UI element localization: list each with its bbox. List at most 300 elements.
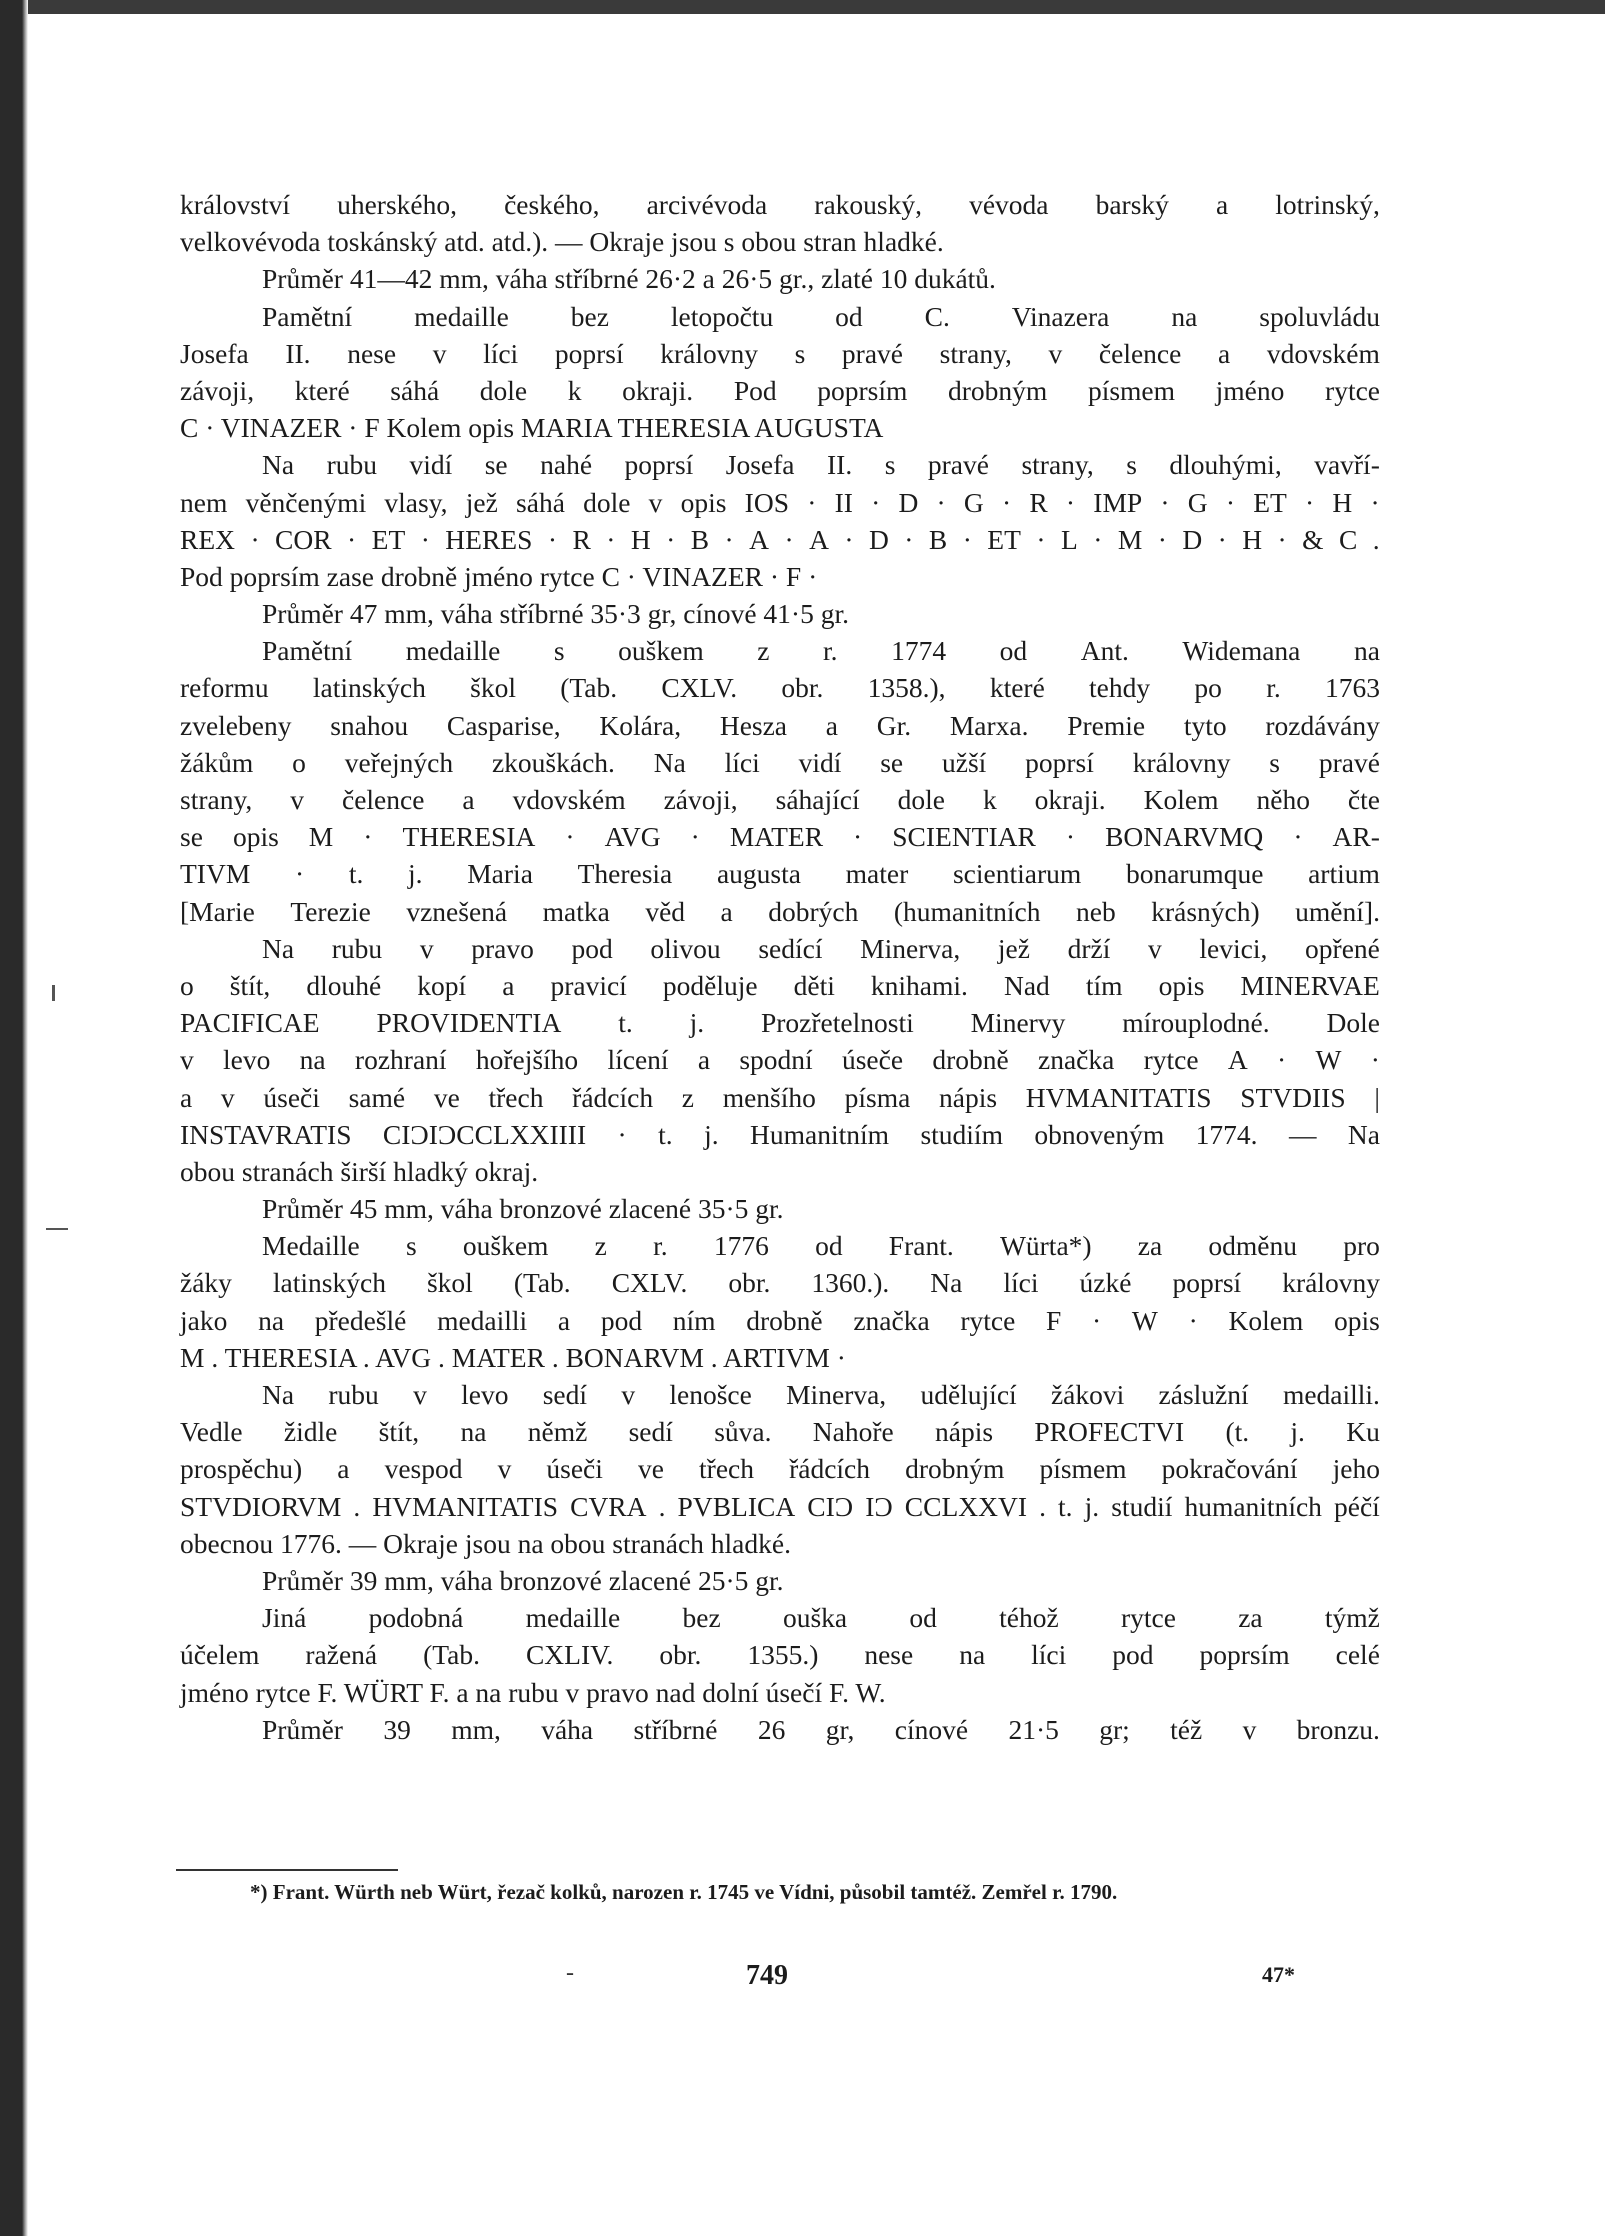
word: písmem: [1039, 1453, 1127, 1485]
word: rakouský,: [814, 189, 922, 220]
word: němž: [527, 1416, 588, 1448]
word: poprsím: [1199, 1639, 1290, 1671]
word: úseči: [263, 1081, 320, 1113]
word: II.: [827, 449, 853, 481]
text-line: [180, 669, 1380, 706]
footnote: *) Frant. Würth neb Würt, řezač kolků, narozen r. 1745 ve Vídni, působil tamtéž. Zemřel r. 1790.: [250, 1880, 1118, 1904]
word: kopí: [417, 969, 467, 1001]
word: rytce: [1143, 1044, 1199, 1076]
word: s: [1126, 449, 1137, 481]
text-line: Průměr 45 mm, váha bronzové zlacené 35·5 gr.: [262, 1193, 784, 1225]
word: Na: [930, 1267, 963, 1299]
word: se: [180, 821, 203, 853]
word: udělující: [920, 1379, 1017, 1410]
word: cínové: [894, 1713, 969, 1745]
word: dobrých: [768, 895, 859, 927]
word: PROFECTVI: [1034, 1416, 1185, 1448]
word: t.: [1058, 1490, 1073, 1522]
text-line: [180, 1711, 1380, 1748]
word: hořejšího: [475, 1044, 579, 1076]
word: A: [749, 523, 770, 555]
word: a: [825, 709, 838, 741]
word: drobným: [948, 374, 1048, 406]
word: k: [982, 784, 997, 815]
word: ·: [853, 821, 863, 853]
word: rytce: [960, 1304, 1016, 1336]
word: R: [572, 523, 591, 555]
body-text: [180, 186, 1380, 1748]
word: Jiná: [262, 1602, 307, 1634]
word: 1774: [891, 635, 947, 667]
word: D: [898, 486, 919, 518]
word: CXLV.: [661, 672, 738, 704]
word: Kolára,: [599, 709, 682, 741]
text-line: [180, 372, 1380, 409]
word: Maria: [467, 858, 533, 890]
word: j.: [1290, 1416, 1305, 1448]
word: vlasy,: [384, 486, 448, 518]
word: v: [1048, 337, 1063, 369]
word: W: [1315, 1044, 1342, 1076]
word: .: [353, 1490, 361, 1522]
word: ·: [844, 523, 854, 555]
word: bez: [682, 1602, 721, 1634]
text-line: [180, 521, 1380, 558]
word: Terezie: [290, 895, 371, 927]
word: opis: [1158, 969, 1205, 1001]
word: 39: [383, 1713, 411, 1745]
word: úseče: [841, 1044, 904, 1076]
word: reformu: [180, 672, 269, 704]
word: věd: [645, 895, 686, 927]
text-line: [180, 1302, 1380, 1339]
word: ET: [1253, 486, 1287, 518]
word: medaille: [414, 300, 509, 332]
word: s: [794, 337, 806, 369]
word: sáhá: [516, 486, 565, 518]
word: žákům: [180, 746, 254, 778]
word: r.: [1266, 672, 1281, 704]
word: uherského,: [337, 189, 457, 220]
word: štít,: [378, 1416, 420, 1448]
word: ouška: [782, 1602, 848, 1634]
word: židle: [283, 1416, 338, 1448]
word: rozhraní: [354, 1044, 447, 1076]
word: D: [1182, 523, 1203, 555]
word: pravicí: [550, 969, 627, 1001]
word: dlouhými,: [1169, 449, 1282, 481]
word: ·: [1036, 523, 1046, 555]
word: ·: [962, 523, 972, 555]
text-line: [180, 930, 1380, 967]
word: spoluvládu: [1259, 300, 1380, 332]
text-line: [180, 1376, 1380, 1413]
word: poprsím: [817, 374, 908, 406]
word: IMP: [1093, 486, 1143, 518]
word: a: [337, 1453, 350, 1485]
word: značka: [853, 1304, 930, 1336]
word: PROVIDENTIA: [376, 1007, 562, 1039]
word: INSTAVRATIS: [180, 1118, 352, 1150]
word: dole: [897, 784, 945, 815]
word: obr.: [659, 1639, 702, 1671]
word: ·: [1370, 486, 1380, 518]
word: na: [959, 1639, 986, 1671]
word: účelem: [180, 1639, 260, 1671]
word: CVRA: [570, 1490, 647, 1522]
word: stříbrné: [633, 1713, 718, 1745]
word: dole: [479, 374, 528, 406]
word: &: [1302, 523, 1324, 555]
margin-mark: [52, 985, 55, 1001]
word: za: [1238, 1602, 1263, 1634]
word: bronzu.: [1296, 1713, 1380, 1745]
word: 21·5: [1008, 1713, 1059, 1745]
word: opřené: [1305, 932, 1380, 964]
word: 26: [757, 1713, 786, 1745]
word: čelence: [341, 784, 425, 815]
word: Pamětní: [262, 635, 353, 667]
word: ET: [371, 523, 406, 555]
word: sáhá: [390, 374, 440, 406]
word: předešlé: [314, 1304, 407, 1336]
word: 1360.).: [811, 1267, 890, 1299]
word: Nahoře: [812, 1416, 894, 1448]
word: medaille: [525, 1602, 621, 1634]
word: Josefa: [725, 449, 795, 481]
word: ·: [294, 858, 305, 890]
word: (t.: [1225, 1416, 1250, 1448]
word: s: [884, 449, 896, 481]
text-line: [180, 1636, 1380, 1673]
word: čte: [1347, 784, 1380, 815]
word: MINERVAE: [1240, 969, 1380, 1001]
text-line: [180, 1488, 1380, 1525]
word: opis: [232, 821, 279, 853]
word: ·: [1160, 486, 1170, 518]
word: Medaille: [262, 1230, 360, 1262]
word: sůva.: [714, 1416, 772, 1448]
word: barský: [1095, 189, 1169, 220]
word: drobným: [905, 1453, 1005, 1485]
word: Ku: [1346, 1416, 1380, 1448]
text-line: [180, 855, 1380, 892]
word: drobně: [932, 1044, 1009, 1076]
word: ním: [672, 1304, 716, 1336]
word: strany,: [1021, 449, 1094, 481]
word: vdovském: [1266, 337, 1380, 369]
word: děti: [793, 969, 835, 1001]
word: od: [909, 1602, 937, 1634]
word: Pod: [733, 374, 777, 406]
word: rubu: [328, 1379, 379, 1410]
word: Na: [653, 746, 686, 778]
word: s: [553, 635, 565, 667]
word: se: [880, 746, 904, 778]
word: Marxa.: [949, 709, 1029, 741]
word: pod: [600, 1304, 643, 1336]
word: z: [594, 1230, 607, 1262]
word: po: [1194, 672, 1222, 704]
word: —: [1288, 1118, 1317, 1150]
word: Minervy: [970, 1007, 1066, 1039]
word: ve: [433, 1081, 460, 1113]
word: podobná: [368, 1602, 464, 1634]
word: závoji,: [180, 374, 255, 406]
word: j.: [1084, 1490, 1100, 1522]
word: úzké: [1079, 1267, 1132, 1299]
word: ·: [1157, 523, 1167, 555]
word: W: [1131, 1304, 1158, 1336]
text-line: [180, 1227, 1380, 1264]
word: levo: [223, 1044, 271, 1076]
word: úseči: [546, 1453, 603, 1485]
word: opis: [680, 486, 727, 518]
word: z: [757, 635, 770, 667]
word: královny: [660, 337, 758, 369]
word: STVDIORVM: [180, 1490, 342, 1522]
word: latinských: [312, 672, 426, 704]
word: rubu: [326, 449, 377, 481]
word: olivou: [650, 932, 721, 964]
word: v: [648, 486, 663, 518]
word: (humanitních: [893, 895, 1041, 927]
word: mm,: [451, 1713, 501, 1745]
word: levici,: [1199, 932, 1268, 964]
word: studiím: [920, 1118, 1003, 1150]
word: které: [294, 374, 350, 406]
word: CXLIV.: [525, 1639, 614, 1671]
word: ·: [1093, 523, 1103, 555]
word: jako: [180, 1304, 228, 1336]
word: líci: [483, 337, 519, 369]
word: na: [299, 1044, 326, 1076]
word: H: [1242, 523, 1263, 555]
page-number: 749: [746, 1960, 788, 1991]
word: ·: [1305, 486, 1315, 518]
word: v: [220, 1081, 235, 1113]
word: a: [1217, 337, 1231, 369]
word: lenošce: [669, 1379, 752, 1410]
word: poděluje: [662, 969, 758, 1001]
word: Na: [262, 1379, 295, 1410]
text-line: [180, 893, 1380, 930]
text-line: [180, 1116, 1380, 1153]
word: od: [999, 635, 1028, 667]
word: s: [405, 1230, 417, 1262]
word: IOS: [744, 486, 789, 518]
text-line: [180, 967, 1380, 1004]
word: s: [1269, 746, 1280, 778]
word: ·: [606, 523, 616, 555]
word: ·: [547, 523, 557, 555]
word: zvelebeny: [180, 709, 292, 741]
word: A: [1227, 1044, 1248, 1076]
word: vdovském: [512, 784, 626, 815]
word: nem: [180, 486, 228, 518]
word: jež: [997, 932, 1030, 964]
text-line: [180, 446, 1380, 483]
text-line: [180, 1264, 1380, 1301]
word: Ant.: [1080, 635, 1129, 667]
word: v: [432, 337, 447, 369]
word: okraji.: [622, 374, 694, 406]
word: matka: [542, 895, 610, 927]
word: scientiarum: [952, 858, 1082, 890]
word: vznešená: [406, 895, 508, 927]
word: pravé: [1318, 746, 1380, 778]
scan-left-edge: [0, 0, 28, 2236]
word: pokračování: [1161, 1453, 1298, 1485]
word: studií: [1111, 1490, 1173, 1522]
word: žáky: [180, 1267, 232, 1299]
text-line: [180, 1041, 1380, 1078]
text-line: jméno rytce F. WÜRT F. a na rubu v pravo nad dolní úsečí F. W.: [180, 1676, 886, 1708]
word: tím: [1085, 969, 1123, 1001]
word: jež: [465, 486, 498, 518]
word: ·: [617, 1118, 627, 1150]
word: ET: [987, 523, 1021, 555]
word: j.: [408, 858, 423, 890]
signature-mark: 47*: [1262, 1962, 1295, 1987]
word: rytce: [1325, 374, 1380, 406]
word: ·: [250, 523, 260, 555]
word: Gr.: [876, 709, 912, 741]
word: prospěchu): [180, 1453, 303, 1485]
word: jméno: [1215, 374, 1285, 406]
word: veřejných: [344, 746, 454, 778]
word: Na: [262, 449, 295, 481]
word: M: [308, 821, 334, 853]
word: tyto: [1183, 709, 1227, 741]
word: bonarumque: [1125, 858, 1264, 890]
text-line: [180, 1413, 1380, 1450]
word: vespod: [384, 1453, 463, 1485]
word: strany,: [939, 337, 1012, 369]
word: artium: [1308, 858, 1380, 890]
margin-mark: [46, 1228, 68, 1230]
word: líci: [724, 746, 760, 778]
word: M: [1117, 523, 1143, 555]
word: sáhající: [775, 784, 860, 815]
word: Na: [262, 932, 295, 964]
word: krásných): [1151, 895, 1260, 927]
word: ·: [1092, 1304, 1102, 1336]
word: a: [697, 1044, 711, 1076]
word: Widemana: [1182, 635, 1301, 667]
word: škol: [426, 1267, 473, 1299]
word: sedí: [628, 1416, 673, 1448]
word: celé: [1335, 1639, 1380, 1671]
word: vévoda: [969, 189, 1049, 220]
word: pro: [1343, 1230, 1380, 1262]
word: královny: [1132, 746, 1231, 778]
word: poprsí: [624, 449, 694, 481]
word: obr.: [781, 672, 824, 704]
word: na: [460, 1416, 487, 1448]
word: v: [1242, 1713, 1257, 1745]
word: G: [1187, 486, 1208, 518]
word: mater: [845, 858, 909, 890]
text-line: [180, 744, 1380, 781]
word: IƆ: [865, 1490, 893, 1522]
word: lícení: [607, 1044, 669, 1076]
word: knihami.: [870, 969, 968, 1001]
text-line: Průměr 39 mm, váha bronzové zlacené 25·5 gr.: [262, 1564, 784, 1596]
text-line: Průměr 47 mm, váha stříbrné 35·3 gr, cínové 41·5 gr.: [262, 598, 849, 630]
word: ·: [1065, 821, 1076, 853]
text-line: C · VINAZER · F Kolem opis MARIA THERESIA AUGUSTA: [180, 412, 884, 444]
word: zkouškách.: [491, 746, 615, 778]
word: od: [815, 1230, 843, 1262]
word: věnčenými: [245, 486, 367, 518]
word: užší: [941, 746, 987, 778]
word: a: [180, 1081, 193, 1113]
word: žákovi: [1050, 1379, 1125, 1410]
word: Casparise,: [446, 709, 561, 741]
word: medailli.: [1282, 1379, 1380, 1410]
word: B: [928, 523, 948, 555]
word: H: [630, 523, 651, 555]
word: Humanitním: [750, 1118, 890, 1150]
word: j.: [689, 1007, 705, 1039]
word: Kolem: [1228, 1304, 1304, 1336]
word: arcivévoda: [646, 189, 768, 220]
word: pravo: [471, 932, 534, 964]
word: Vedle: [180, 1416, 243, 1448]
word: levo: [461, 1379, 509, 1410]
word: dlouhé: [306, 969, 382, 1001]
word: F: [1046, 1304, 1062, 1336]
word: ražená: [305, 1639, 378, 1671]
word: dole: [583, 486, 631, 518]
word: Na: [1347, 1118, 1380, 1150]
word: Theresia: [577, 858, 673, 890]
word: a: [462, 784, 475, 815]
word: ·: [1217, 523, 1227, 555]
word: Würta*): [999, 1230, 1092, 1262]
word: samé: [348, 1081, 406, 1113]
text-line: [180, 1599, 1380, 1636]
word: vidí: [798, 746, 842, 778]
word: augusta: [716, 858, 801, 890]
word: MATER: [729, 821, 824, 853]
word: za: [1137, 1230, 1163, 1262]
word: ·: [1002, 486, 1012, 518]
word: pravé: [927, 449, 989, 481]
word: pod: [1112, 1639, 1154, 1671]
word: škol: [470, 672, 516, 704]
word: neb: [1076, 895, 1116, 927]
word: SCIENTIAR: [892, 821, 1036, 853]
word: t.: [618, 1007, 633, 1039]
word: mírouplodné.: [1122, 1007, 1270, 1039]
word: r.: [653, 1230, 668, 1262]
word: medailli: [437, 1304, 528, 1336]
word: značka: [1037, 1044, 1115, 1076]
word: okraji.: [1034, 784, 1106, 815]
word: v: [180, 1044, 194, 1076]
word: záslužní: [1158, 1379, 1249, 1410]
word: tehdy: [1089, 672, 1151, 704]
text-line: [180, 1450, 1380, 1487]
word: o: [180, 969, 194, 1001]
text-line: [180, 1004, 1380, 1041]
text-line: [180, 335, 1380, 372]
text-line: [180, 1079, 1380, 1116]
word: Průměr: [262, 1713, 343, 1745]
word: umění].: [1295, 895, 1380, 927]
